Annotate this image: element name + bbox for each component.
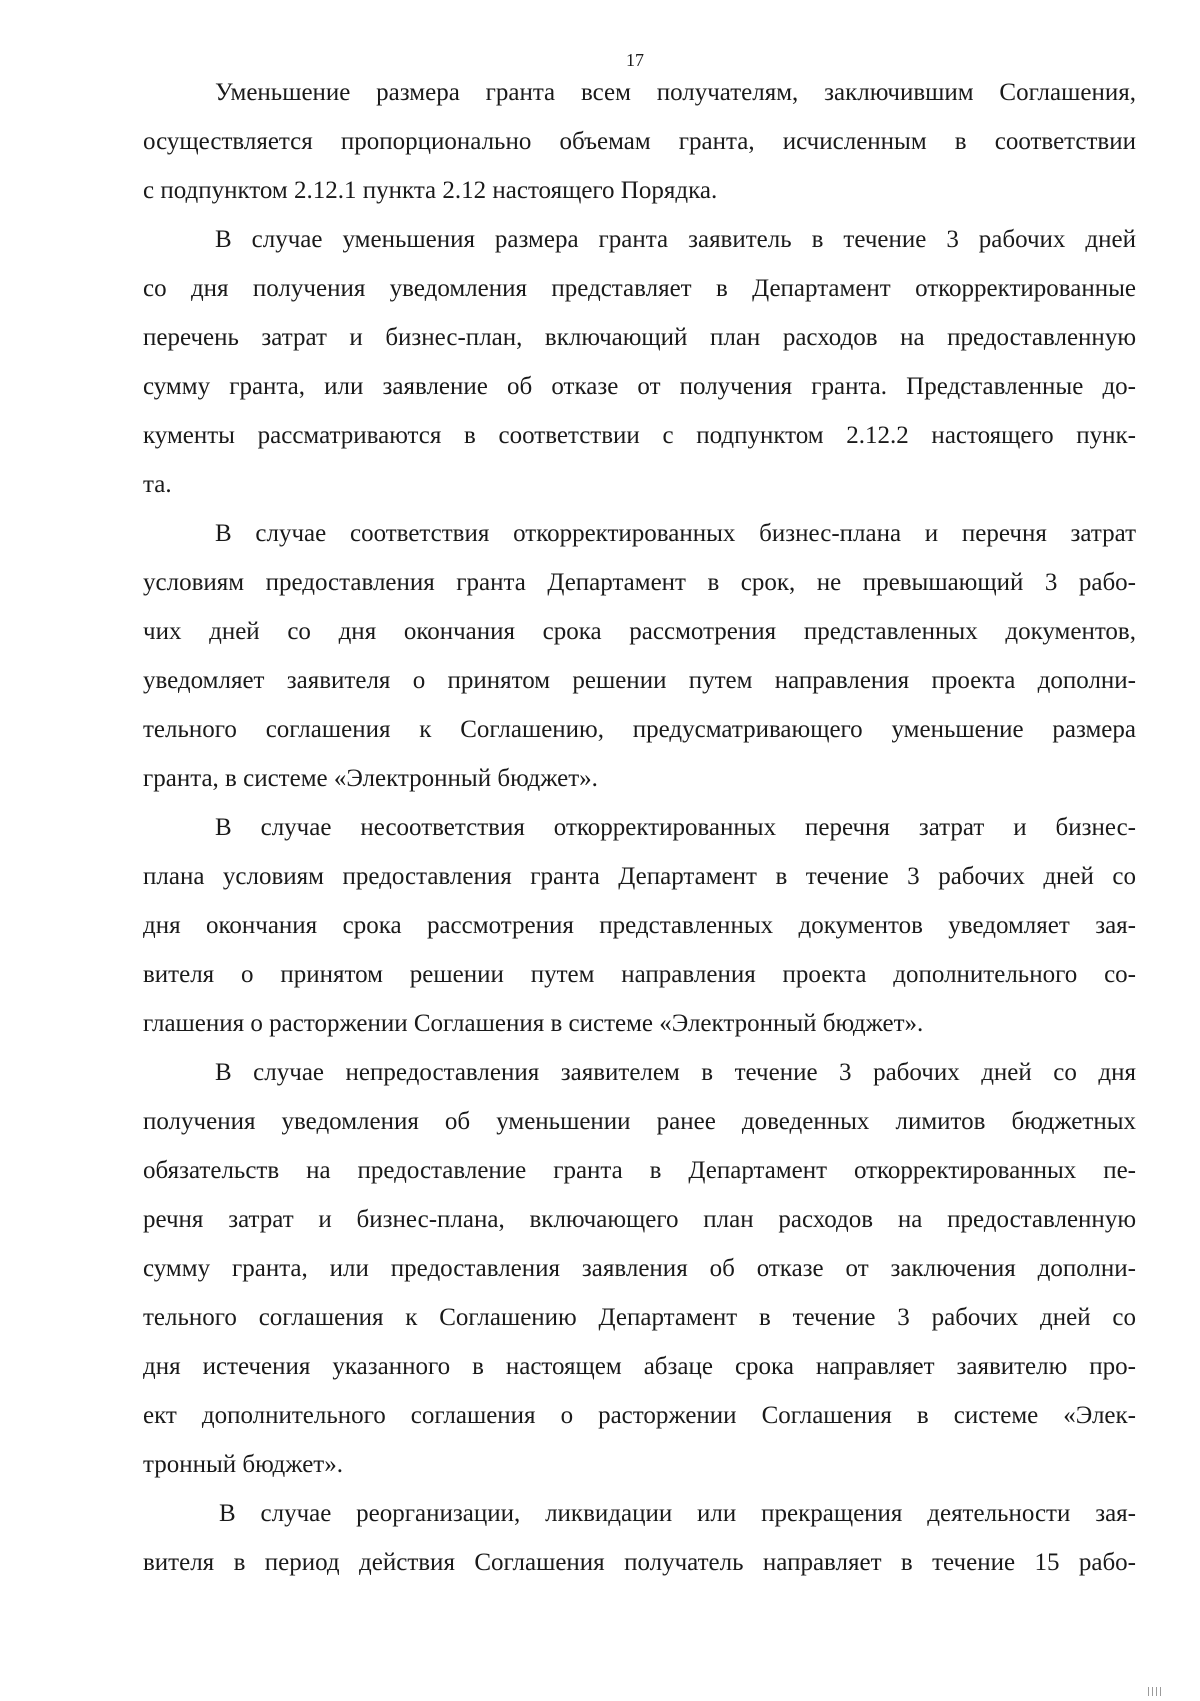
text-line: тронный бюджет». [143,1451,343,1478]
text-line: Уменьшение размера гранта всем получателям, заключившим Соглашения, [215,79,1136,106]
text-line: глашения о расторжении Соглашения в системе «Электронный бюджет». [143,1010,924,1037]
paragraph-4 [143,803,1136,1048]
text-line: речня затрат и бизнес-плана, включающего план расходов на предоставленную [143,1206,1136,1233]
text-line: В случае реорганизации, ликвидации или прекращения деятельности зая- [219,1500,1136,1527]
text-line: В случае несоответствия откорректированных перечня затрат и бизнес- [215,814,1136,841]
page-number: 17 [626,50,644,70]
text-line: уведомляет заявителя о принятом решении путем направления проекта дополни- [143,667,1136,694]
text-line: кументы рассматриваются в соответствии с подпунктом 2.12.2 настоящего пунк- [143,422,1136,449]
text-line: В случае непредоставления заявителем в течение 3 рабочих дней со дня [215,1059,1136,1086]
paragraph-6 [143,1489,1136,1587]
text-line: В случае соответствия откорректированных бизнес-плана и перечня затрат [215,520,1136,547]
text-line: чих дней со дня окончания срока рассмотрения представленных документов, [143,618,1136,645]
paragraph-3 [143,509,1136,803]
text-line: гранта, в системе «Электронный бюджет». [143,765,598,792]
paragraph-2 [143,215,1136,509]
text-line: с подпунктом 2.12.1 пункта 2.12 настоящего Порядка. [143,177,718,204]
text-line: сумму гранта, или заявление об отказе от получения гранта. Представленные до- [143,373,1136,400]
text-line: перечень затрат и бизнес-план, включающий план расходов на предоставленную [143,324,1136,351]
text-line: получения уведомления об уменьшении ранее доведенных лимитов бюджетных [143,1108,1136,1135]
text-line: тельного соглашения к Соглашению, предусматривающего уменьшение размера [143,716,1136,743]
text-line: плана условиям предоставления гранта Департамент в течение 3 рабочих дней со [143,863,1136,890]
scan-artifact-marks [1148,1683,1188,1693]
body-text [143,68,1136,1587]
text-line: та. [143,471,172,498]
text-line: В случае уменьшения размера гранта заявитель в течение 3 рабочих дней [215,226,1136,253]
text-line: осуществляется пропорционально объемам гранта, исчисленным в соответствии [143,128,1136,155]
text-line: ект дополнительного соглашения о расторжении Соглашения в системе «Элек- [143,1402,1136,1429]
text-line: сумму гранта, или предоставления заявления об отказе от заключения дополни- [143,1255,1136,1282]
text-line: тельного соглашения к Соглашению Департамент в течение 3 рабочих дней со [143,1304,1136,1331]
text-line: дня истечения указанного в настоящем абзаце срока направляет заявителю про- [143,1353,1136,1380]
text-line: дня окончания срока рассмотрения представленных документов уведомляет зая- [143,912,1136,939]
text-line: вителя в период действия Соглашения получатель направляет в течение 15 рабо- [143,1549,1136,1576]
text-line: обязательств на предоставление гранта в Департамент откорректированных пе- [143,1157,1136,1184]
text-line: вителя о принятом решении путем направления проекта дополнительного со- [143,961,1136,988]
paragraph-1 [143,68,1136,215]
text-line: условиям предоставления гранта Департамент в срок, не превышающий 3 рабо- [143,569,1136,596]
text-line: со дня получения уведомления представляет в Департамент откорректированные [143,275,1136,302]
paragraph-5 [143,1048,1136,1489]
